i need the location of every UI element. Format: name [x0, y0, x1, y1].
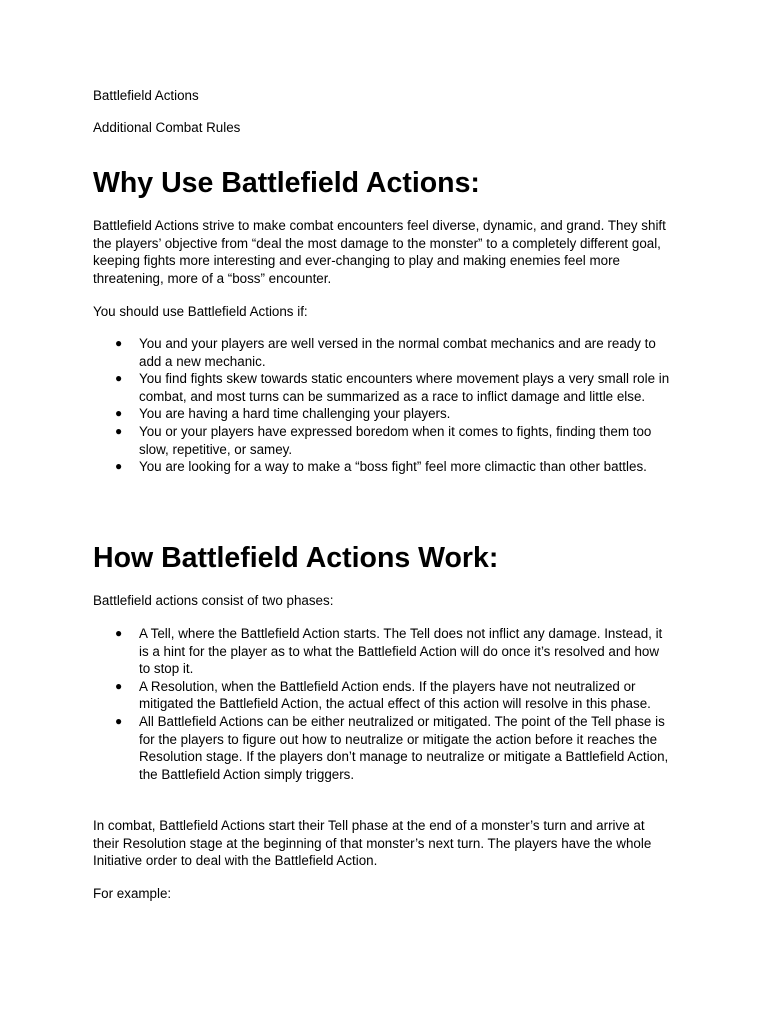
- list-item: ● You and your players are well versed in the normal combat mechanics and are ready to add a new mechanic.: [115, 336, 656, 369]
- list-phases: [115, 625, 673, 783]
- bullet-icon: ●: [115, 336, 123, 350]
- document-subtitle: Additional Combat Rules: [93, 120, 241, 135]
- bullet-icon: ●: [115, 678, 123, 693]
- document-title: Battlefield Actions: [93, 88, 199, 103]
- bullet-icon: ●: [115, 423, 123, 438]
- bullet-icon: ●: [115, 406, 123, 421]
- list-item: ● You are looking for a way to make a “boss fight” feel more climactic than other battles.: [115, 459, 647, 475]
- paragraph-example: For example:: [93, 886, 172, 901]
- bullet-icon: ●: [115, 626, 123, 640]
- heading-how-it-works: How Battlefield Actions Work:: [93, 542, 499, 574]
- list-item: ● A Tell, where the Battlefield Action starts. The Tell does not inflict any damage. Instead, it is a hint for the player as to what the Battlefield Action will do once it’s resolved and how to stop it.: [115, 626, 663, 677]
- paragraph-intro: Battlefield Actions strive to make combat encounters feel diverse, dynamic, and grand. They shift the players’ objective from “deal the most damage to the monster” to a completely different goal, keeping fights more interesting and ever-changing to play and making enemies feel more threatening, more of a “boss” encounter.: [93, 218, 666, 286]
- list-item: ● You are having a hard time challenging your players.: [115, 406, 451, 422]
- list-item: ● A Resolution, when the Battlefield Action ends. If the players have not neutralized or mitigated the Battlefield Action, the actual effect of this action will resolve in this phase.: [115, 678, 651, 712]
- list-item: ● You or your players have expressed boredom when it comes to fights, finding them too slow, repetitive, or samey.: [115, 423, 652, 457]
- list-when-to-use: [115, 335, 673, 476]
- paragraph-should-use: You should use Battlefield Actions if:: [93, 304, 308, 319]
- list-item: ● All Battlefield Actions can be either neutralized or mitigated. The point of the Tell phase is for the players to figure out how to neutralize or mitigate the action before it reaches the Resolution stage. If the players don’t manage to neutralize or mitigate a Battlefield Action, the Battlefield Action simply triggers.: [115, 713, 669, 782]
- bullet-icon: ●: [115, 713, 123, 728]
- paragraph-phases: Battlefield actions consist of two phases:: [93, 593, 334, 608]
- paragraph-combat: In combat, Battlefield Actions start their Tell phase at the end of a monster’s turn and arrive at their Resolution stage at the beginning of that monster’s next turn. The players have the whole Initiative order to deal with the Battlefield Action.: [93, 818, 652, 869]
- bullet-icon: ●: [115, 371, 123, 386]
- bullet-icon: ●: [115, 459, 123, 474]
- heading-why-use: Why Use Battlefield Actions:: [93, 167, 480, 199]
- list-item: ● You find fights skew towards static encounters where movement plays a very small role in combat, and most turns can be summarized as a race to inflict damage and little else.: [115, 371, 670, 404]
